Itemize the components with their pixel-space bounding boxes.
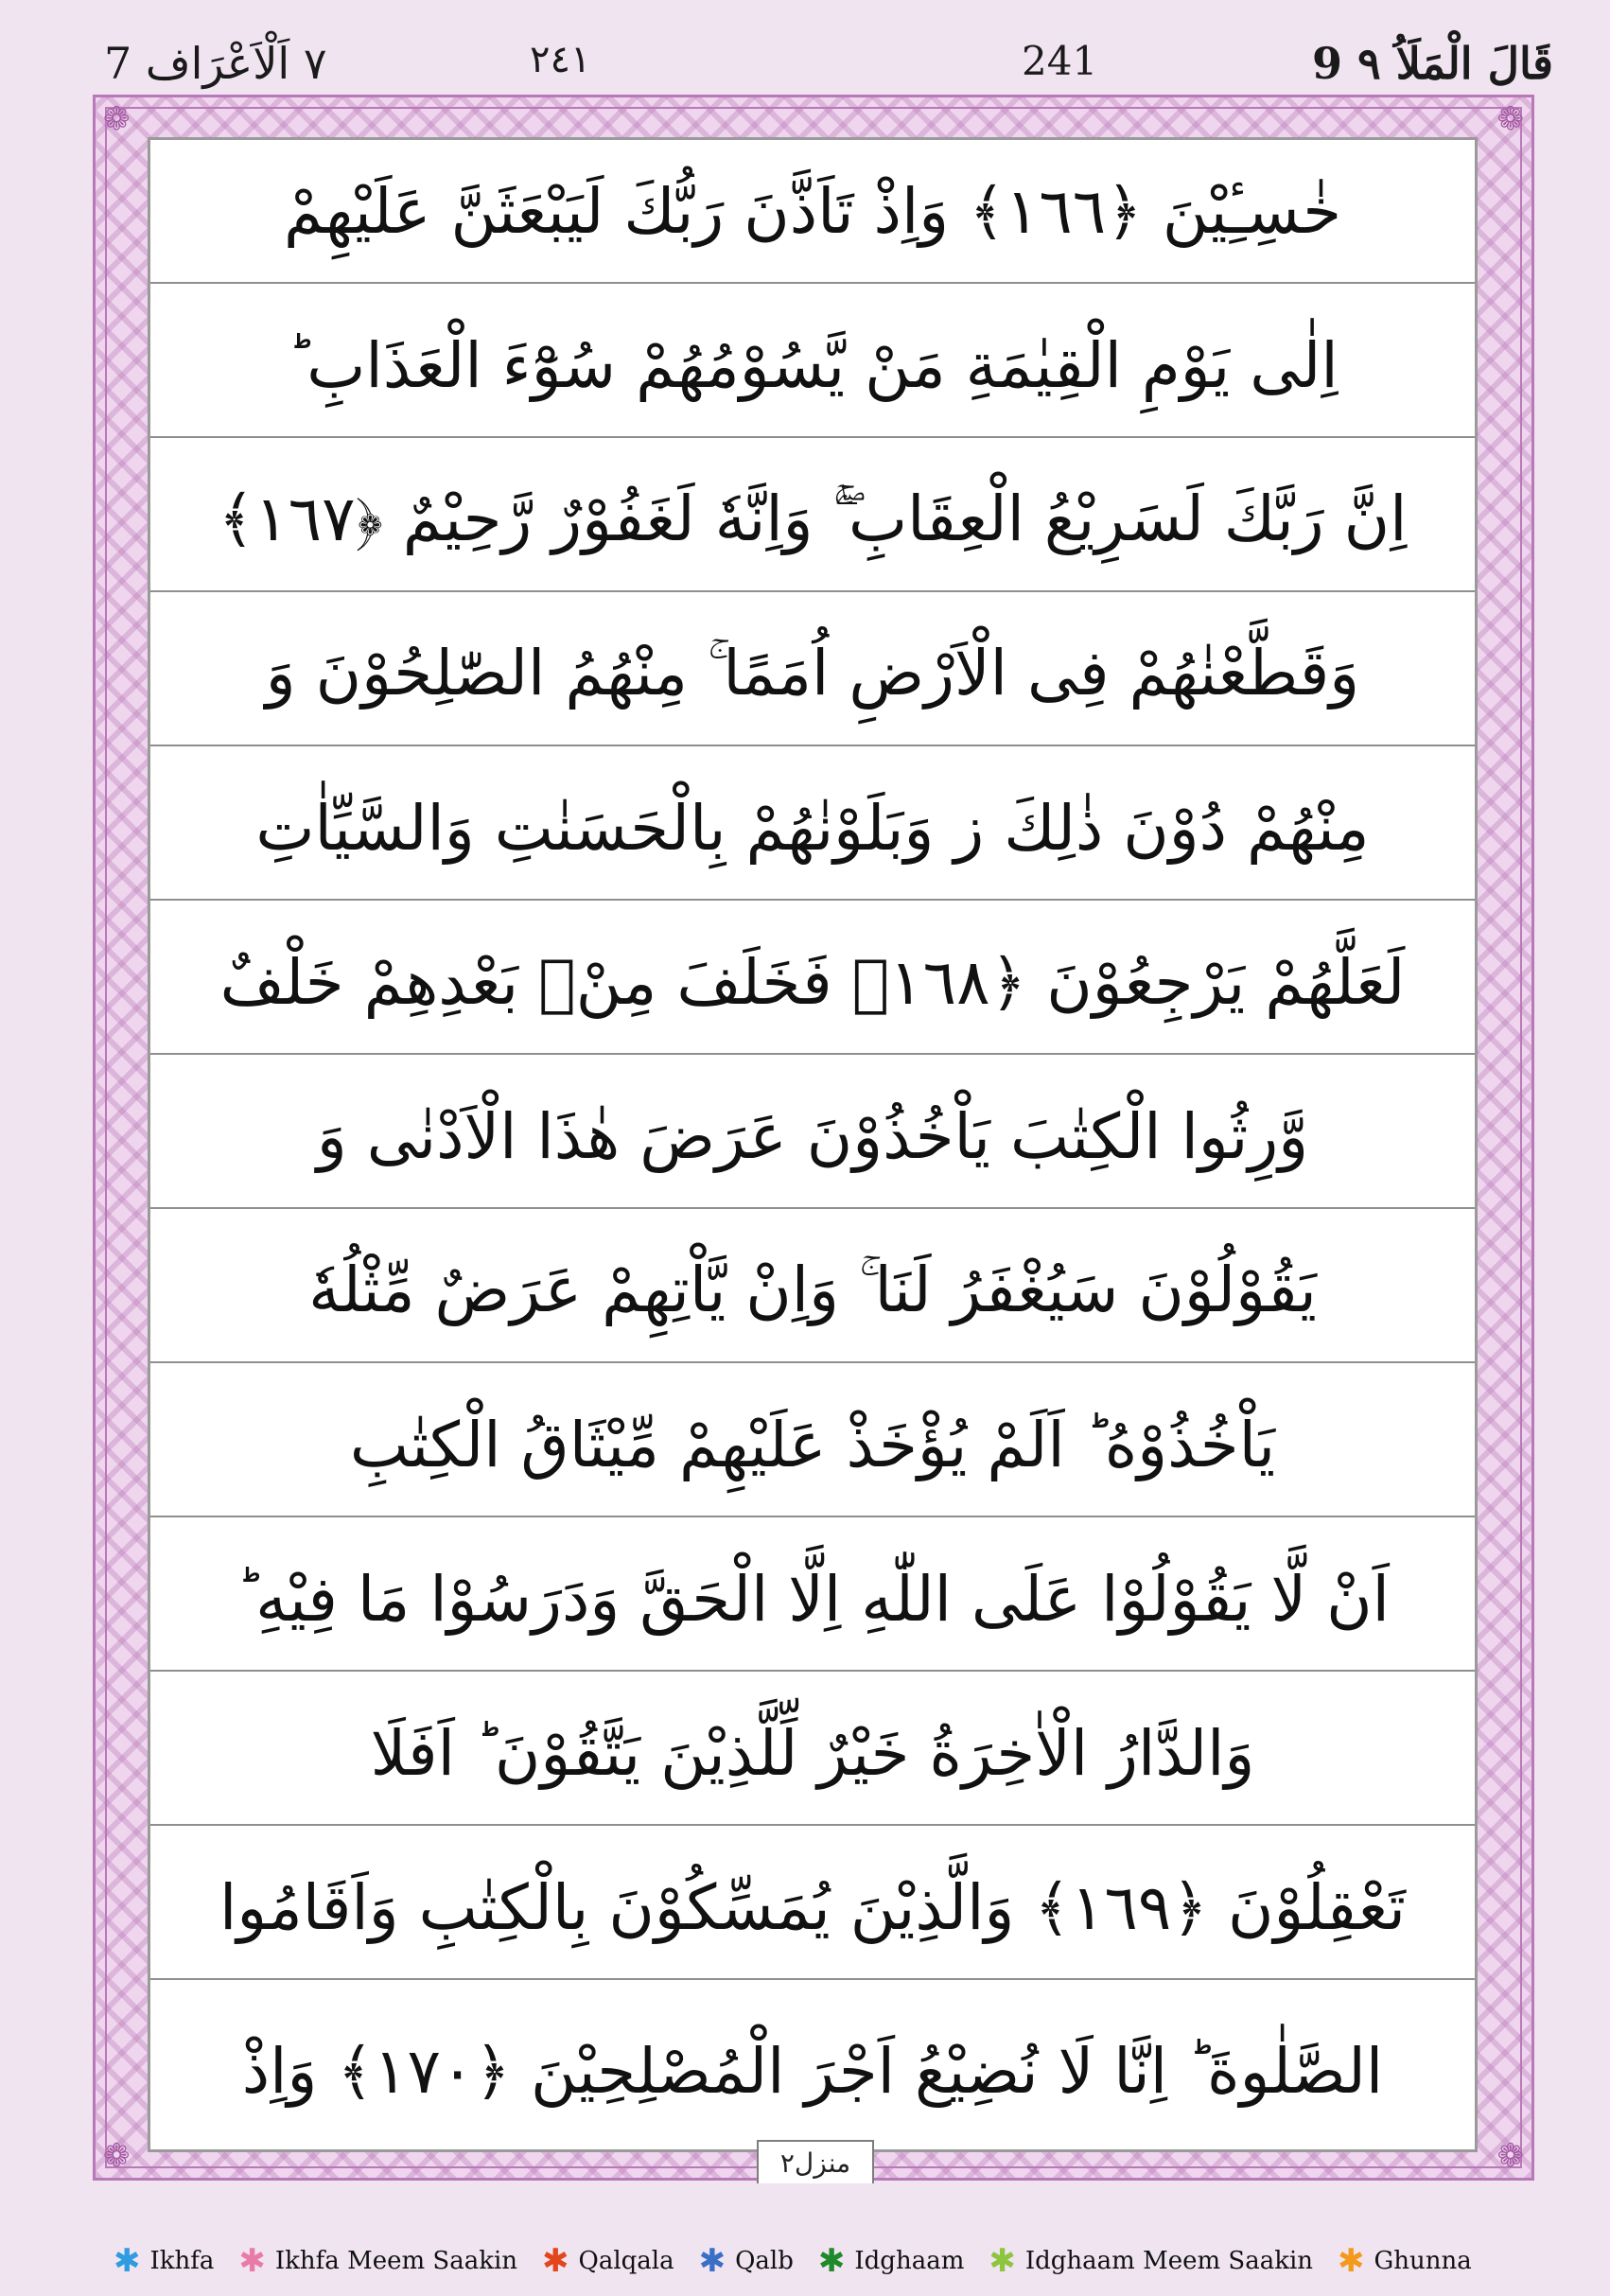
text-line [150, 757, 1475, 901]
asterisk-icon: ✱ [817, 2242, 846, 2280]
text-line [150, 1990, 1475, 2151]
line-text: تَعْقِلُوْنَ ﴿١٦٩﴾ وَالَّذِيْنَ يُمَسِّكُوْنَ بِالْكِتٰبِ وَاَقَامُوا [219, 1870, 1407, 1944]
legend-item-idghaam-meem-saakin [989, 2242, 1314, 2280]
line-text: اِلٰى يَوْمِ الْقِيٰمَةِ مَنْ يَّسُوْمُهُمْ سُوْٓءَ الْعَذَابِ ؕ [287, 328, 1339, 402]
text-panel [148, 137, 1478, 2152]
manzil-tab: منزل٢ [757, 2140, 874, 2183]
legend-label: Qalqala [578, 2247, 674, 2275]
line-text: يَاْخُذُوْهُ ؕ اَلَمْ يُؤْخَذْ عَلَيْهِمْ مِّيْثَاقُ الْكِتٰبِ [349, 1408, 1276, 1481]
legend-item-ghunna [1338, 2242, 1472, 2280]
legend-item-idghaam [817, 2242, 965, 2280]
corner-ornament-icon: ❁ [1496, 2137, 1524, 2175]
legend-label: Qalb [735, 2247, 794, 2275]
asterisk-icon: ✱ [542, 2242, 569, 2280]
line-text: وَّرِثُوا الْكِتٰبَ يَاْخُذُوْنَ عَرَضَ هٰذَا الْاَدْنٰى وَ [316, 1099, 1309, 1173]
line-text: الصَّلٰوةَ ؕ اِنَّا لَا نُضِيْعُ اَجْرَ الْمُصْلِحِيْنَ ﴿١٧٠﴾ وَاِذْ [241, 2034, 1384, 2108]
line-text: اِنَّ رَبَّكَ لَسَرِيْعُ الْعِقَابِ ۖۚ وَاِنَّهٗ لَغَفُوْرٌ رَّحِيْمٌ ﴿١٦٧﴾ [218, 482, 1408, 555]
asterisk-icon: ✱ [698, 2242, 726, 2280]
text-line [150, 294, 1475, 438]
text-line [150, 911, 1475, 1055]
corner-ornament-icon: ❁ [1496, 100, 1524, 138]
legend-label: Idghaam Meem Saakin [1024, 2247, 1314, 2275]
legend-item-ikhfa [114, 2242, 215, 2280]
legend-label: Ikhfa Meem Saakin [274, 2247, 518, 2275]
text-line [150, 1528, 1475, 1672]
line-text: خٰسِـِٔيْنَ ﴿١٦٦﴾ وَاِذْ تَاَذَّنَ رَبُّكَ لَيَبْعَثَنَّ عَلَيْهِمْ [284, 174, 1341, 248]
text-line [150, 1065, 1475, 1209]
line-text: مِنْهُمْ دُوْنَ ذٰلِكَ ز وَبَلَوْنٰهُمْ بِالْحَسَنٰتِ وَالسَّيِّاٰتِ [255, 791, 1370, 865]
juz-label: 9 قَالَ الْمَلَاُ ٩ [1311, 38, 1553, 89]
asterisk-icon: ✱ [1338, 2242, 1365, 2280]
line-text: لَعَلَّهُمْ يَرْجِعُوْنَ ﴿١٦٨﴾ فَخَلَفَ مِنْۢ بَعْدِهِمْ خَلْفٌ [219, 945, 1406, 1019]
line-text: وَالدَّارُ الْاٰخِرَةُ خَيْرٌ لِّلَّذِيْنَ يَتَّقُوْنَ ؕ اَفَلَا [370, 1716, 1255, 1790]
legend-item-ikhfa-meem-saakin [238, 2242, 518, 2280]
tajweed-legend [114, 2242, 1551, 2280]
line-text: يَقُوْلُوْنَ سَيُغْفَرُ لَنَا ۚ وَاِنْ يَّاْتِهِمْ عَرَضٌ مِّثْلُهٗ [308, 1253, 1317, 1326]
text-line [150, 1836, 1475, 1980]
corner-ornament-icon: ❁ [103, 2137, 131, 2175]
legend-label: Ikhfa [149, 2247, 215, 2275]
text-line [150, 448, 1475, 592]
page-number: 241 [1022, 38, 1098, 84]
text-line [150, 1374, 1475, 1517]
surah-label: ٧ اَلْاَعْرَاف 7 [104, 38, 327, 89]
text-line [150, 603, 1475, 746]
legend-label: Idghaam [854, 2247, 965, 2275]
page-header [0, 0, 1610, 104]
text-line [150, 1219, 1475, 1363]
asterisk-icon: ✱ [238, 2242, 266, 2280]
line-text: اَنْ لَّا يَقُوْلُوْا عَلَى اللّٰهِ اِلَّا الْحَقَّ وَدَرَسُوْا مَا فِيْهِ ؕ [236, 1562, 1390, 1636]
legend-item-qalb [698, 2242, 794, 2280]
asterisk-icon: ✱ [989, 2242, 1016, 2280]
page-number-arabic: ٢٤١ [530, 38, 591, 81]
text-line [150, 1682, 1475, 1826]
line-text: وَقَطَّعْنٰهُمْ فِى الْاَرْضِ اُمَمًا ۚ مِنْهُمُ الصّٰلِحُوْنَ وَ [265, 636, 1360, 710]
asterisk-icon: ✱ [114, 2242, 141, 2280]
corner-ornament-icon: ❁ [103, 100, 131, 138]
text-line [150, 140, 1475, 284]
legend-item-qalqala [542, 2242, 674, 2280]
legend-label: Ghunna [1374, 2247, 1472, 2275]
